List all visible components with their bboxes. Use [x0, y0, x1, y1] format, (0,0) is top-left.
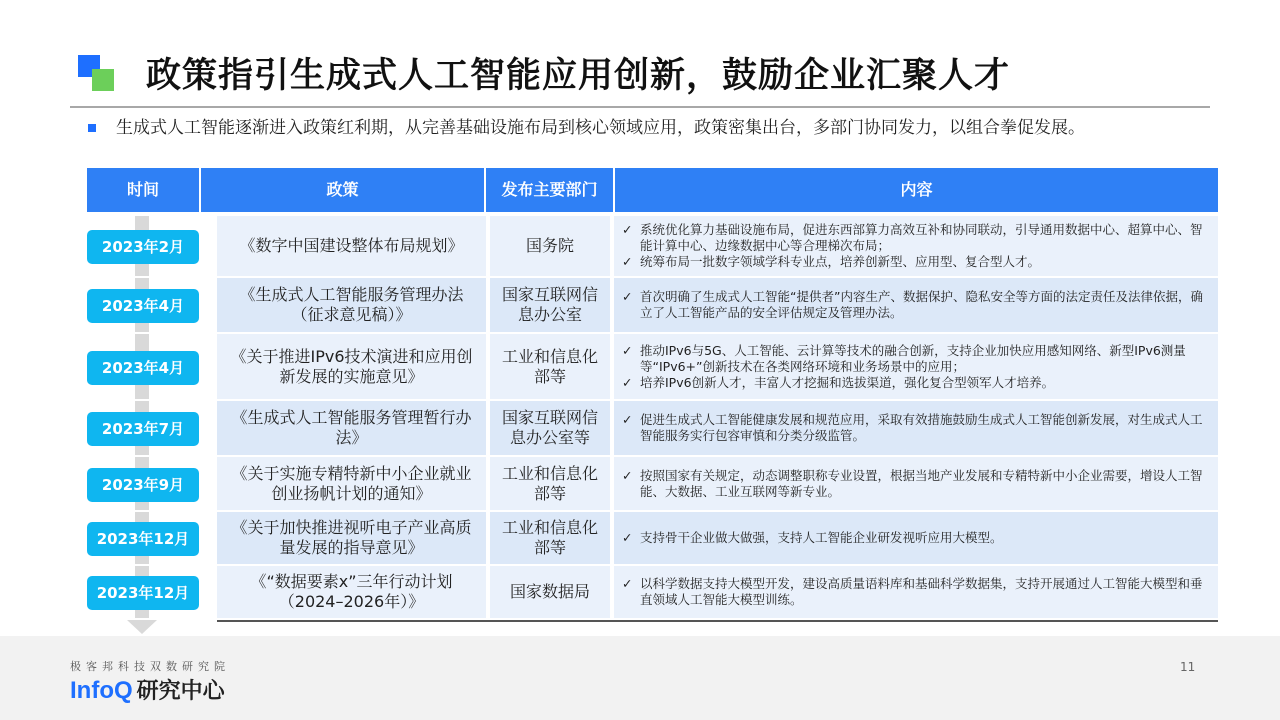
content-text: 培养IPv6创新人才，丰富人才挖掘和选拔渠道，强化复合型领军人才培养。 — [640, 374, 1055, 390]
check-icon: ✓ — [622, 222, 633, 237]
content-text: 首次明确了生成式人工智能“提供者”内容生产、数据保护、隐私安全等方面的法定责任及法律依据，确立了人工智能产品的安全评估规定及管理办法。 — [640, 289, 1203, 320]
table-bottom-rule — [217, 620, 1218, 622]
content-text: 系统优化算力基础设施布局，促进东西部算力高效互补和协同联动，引导通用数据中心、超算中心、智能计算中心、边缘数据中心等合理梯次布局； — [640, 222, 1203, 253]
research-center-label: 研究中心 — [136, 679, 225, 704]
check-icon: ✓ — [622, 254, 633, 269]
date-pill: 2023年12月 — [87, 576, 199, 610]
content-text: 推动IPv6与5G、人工智能、云计算等技术的融合创新，支持企业加快应用感知网络、新型IPv6测量等“IPv6+”创新技术在各类网络环境和业务场景中的应用； — [640, 342, 1186, 374]
page-subtitle: 生成式人工智能逐渐进入政策红利期，从完善基础设施布局到核心领域应用，政策密集出台，多部门协同发力，以组合拳促发展。 — [116, 118, 1085, 138]
dept-cell: 国家互联网信息办公室等 — [490, 401, 612, 455]
content-text: 以科学数据支持大模型开发，建设高质量语料库和基础科学数据集，支持开展通过人工智能大模型和垂直领域人工智能大模型训练。 — [640, 576, 1203, 607]
table-row — [87, 512, 1218, 566]
check-icon: ✓ — [622, 374, 633, 390]
content-bullet — [622, 576, 1204, 608]
table-row — [87, 278, 1218, 334]
table-header — [87, 168, 1218, 212]
content-text: 促进生成式人工智能健康发展和规范应用，采取有效措施鼓励生成式人工智能创新发展，对生成式人工智能服务实行包容审慎和分类分级监管。 — [640, 412, 1203, 443]
dept-cell: 国家互联网信息办公室 — [490, 278, 612, 332]
infoq-logo: InfoQ — [70, 677, 133, 704]
content-cell — [614, 334, 1218, 399]
header-time: 时间 — [126, 180, 159, 199]
content-cell — [614, 566, 1218, 618]
content-bullet — [622, 222, 1204, 254]
check-icon: ✓ — [622, 467, 633, 483]
content-bullet — [622, 343, 1204, 375]
table-row — [87, 216, 1218, 278]
footer — [0, 636, 1280, 720]
title-divider — [70, 106, 1210, 108]
policy-cell: 《关于实施专精特新中小企业就业创业扬帆计划的通知》 — [217, 457, 488, 510]
date-pill: 2023年4月 — [87, 351, 199, 385]
date-pill: 2023年9月 — [87, 468, 199, 502]
policy-cell: 《生成式人工智能服务管理办法（征求意见稿）》 — [217, 278, 488, 332]
content-bullet — [622, 468, 1204, 500]
check-icon: ✓ — [622, 412, 633, 427]
policy-table — [87, 168, 1218, 622]
check-icon: ✓ — [622, 576, 633, 591]
logo-green-square — [92, 69, 114, 91]
table-row — [87, 334, 1218, 401]
content-text: 按照国家有关规定，动态调整职称专业设置，根据当地产业发展和专精特新中小企业需要，增设人工智能、大数据、工业互联网等新专业。 — [640, 467, 1203, 499]
table-row — [87, 457, 1218, 512]
dept-cell: 国家数据局 — [490, 566, 612, 618]
table-row — [87, 401, 1218, 457]
content-bullet — [622, 254, 1204, 270]
bullet-square-icon — [88, 124, 96, 132]
dept-cell: 国务院 — [490, 216, 612, 276]
policy-cell: 《生成式人工智能服务管理暂行办法》 — [217, 401, 488, 455]
content-bullet — [622, 289, 1204, 321]
dept-cell: 工业和信息化部等 — [490, 457, 612, 510]
date-pill: 2023年7月 — [87, 412, 199, 446]
footer-institute: 极客邦科技双数研究院 — [70, 660, 230, 673]
content-cell — [614, 401, 1218, 455]
content-cell — [614, 512, 1218, 564]
content-bullet — [622, 530, 1204, 546]
check-icon: ✓ — [622, 342, 633, 358]
content-text: 统筹布局一批数字领域学科专业点，培养创新型、应用型、复合型人才。 — [640, 254, 1041, 269]
footer-brand — [70, 674, 225, 705]
content-bullet — [622, 412, 1204, 444]
timeline-arrow-icon — [127, 620, 157, 634]
policy-cell: 《数字中国建设整体布局规划》 — [217, 216, 488, 276]
content-text: 支持骨干企业做大做强，支持人工智能企业研发视听应用大模型。 — [640, 530, 1003, 545]
content-cell — [614, 278, 1218, 332]
policy-cell: 《关于推进IPv6技术演进和应用创新发展的实施意见》 — [217, 334, 488, 399]
policy-cell: 《关于加快推进视听电子产业高质量发展的指导意见》 — [217, 512, 488, 564]
header-content: 内容 — [613, 168, 1218, 212]
date-pill: 2023年12月 — [87, 522, 199, 556]
table-row — [87, 566, 1218, 620]
date-pill: 2023年4月 — [87, 289, 199, 323]
content-cell — [614, 457, 1218, 510]
check-icon: ✓ — [622, 530, 633, 545]
page-number: 11 — [1180, 660, 1196, 674]
header-dept: 发布主要部门 — [484, 168, 613, 212]
page-title: 政策指引生成式人工智能应用创新，鼓励企业汇聚人才 — [146, 56, 1011, 96]
date-pill: 2023年2月 — [87, 230, 199, 264]
policy-cell: 《“数据要素x”三年行动计划（2024–2026年）》 — [217, 566, 488, 618]
header-policy: 政策 — [199, 168, 484, 212]
check-icon: ✓ — [622, 289, 633, 304]
content-cell — [614, 216, 1218, 276]
content-bullet — [622, 375, 1204, 391]
logo-mark-icon — [78, 55, 114, 91]
dept-cell: 工业和信息化部等 — [490, 334, 612, 399]
dept-cell: 工业和信息化部等 — [490, 512, 612, 564]
